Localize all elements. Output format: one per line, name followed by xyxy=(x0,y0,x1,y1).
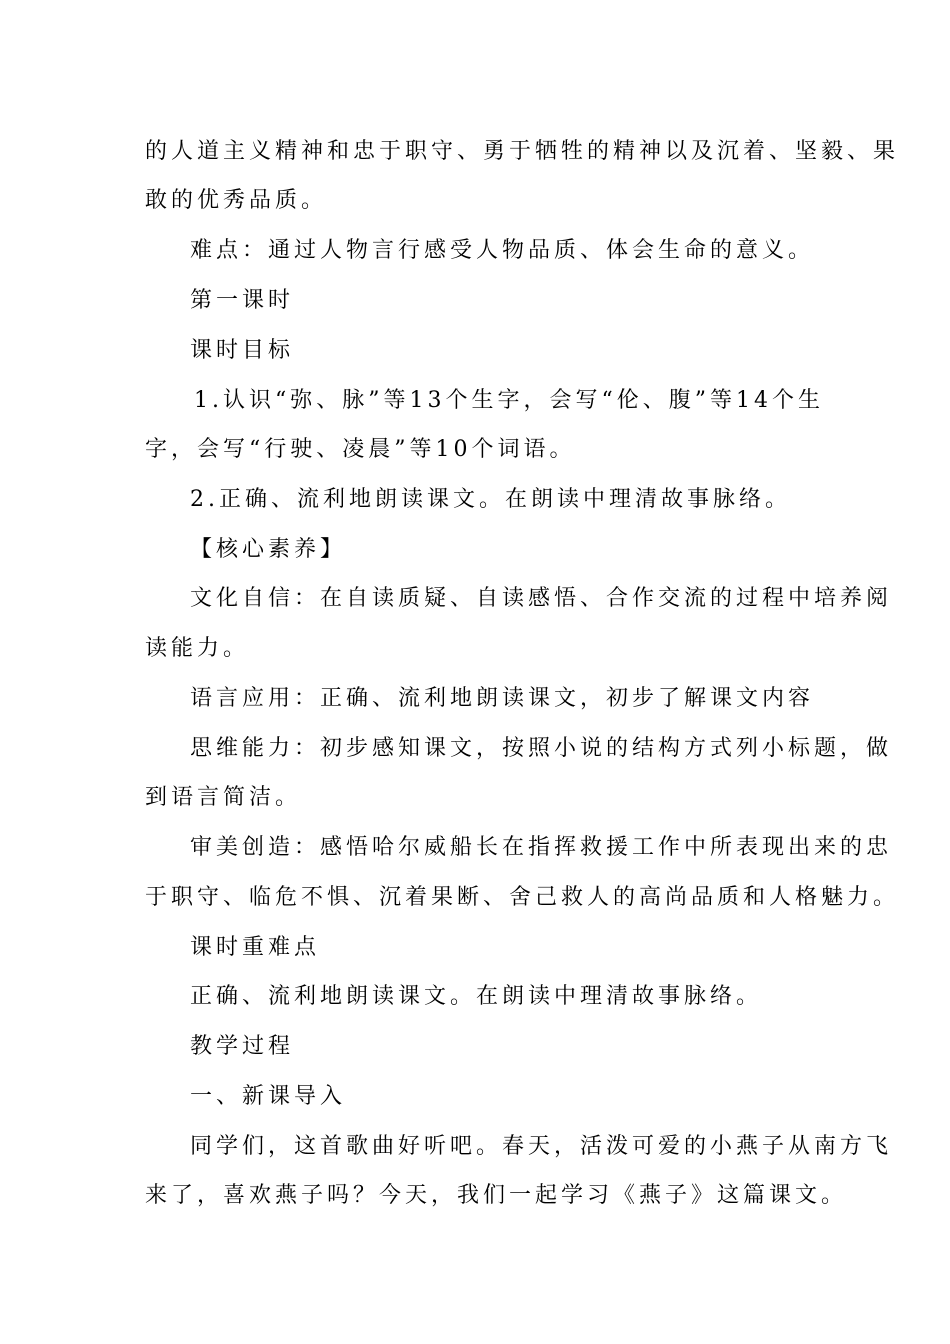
paragraph-line: 难点：通过人物言行感受人物品质、体会生命的意义。 xyxy=(190,238,815,263)
paragraph-line: 来了，喜欢燕子吗？今天，我们一起学习《燕子》这篇课文。 xyxy=(145,1183,848,1208)
paragraph-line: 2.正确、流利地朗读课文。在朗读中理清故事脉络。 xyxy=(190,487,791,512)
section-heading: 【核心素养】 xyxy=(190,537,347,562)
section-heading: 教学过程 xyxy=(190,1034,295,1059)
paragraph-line: 读能力。 xyxy=(145,636,250,661)
paragraph-line: 语言应用：正确、流利地朗读课文，初步了解课文内容 xyxy=(190,686,815,711)
paragraph-line: 审美创造：感悟哈尔威船长在指挥救援工作中所表现出来的忠 xyxy=(190,835,893,860)
paragraph-line: 同学们，这首歌曲好听吧。春天，活泼可爱的小燕子从南方飞 xyxy=(190,1134,893,1159)
section-heading: 一、新课导入 xyxy=(190,1084,347,1109)
paragraph-line: 文化自信：在自读质疑、自读感悟、合作交流的过程中培养阅 xyxy=(190,586,893,611)
section-heading: 第一课时 xyxy=(190,288,295,313)
section-heading: 课时重难点 xyxy=(190,935,321,960)
paragraph-line: 1.认识“弥、脉”等13个生字，会写“伦、腹”等14个生 xyxy=(194,388,824,413)
paragraph-line: 到语言简洁。 xyxy=(145,785,302,810)
paragraph-line: 敢的优秀品质。 xyxy=(145,188,328,213)
paragraph-line: 思维能力：初步感知课文，按照小说的结构方式列小标题，做 xyxy=(190,736,893,761)
paragraph-line: 正确、流利地朗读课文。在朗读中理清故事脉络。 xyxy=(190,984,763,1009)
paragraph-line: 于职守、临危不惧、沉着果断、舍己救人的高尚品质和人格魅力。 xyxy=(145,885,900,910)
section-heading: 课时目标 xyxy=(190,338,295,363)
paragraph-line: 字，会写“行驶、凌晨”等10个词语。 xyxy=(145,437,576,462)
paragraph-line: 的人道主义精神和忠于职守、勇于牺牲的精神以及沉着、坚毅、果 xyxy=(145,139,900,164)
